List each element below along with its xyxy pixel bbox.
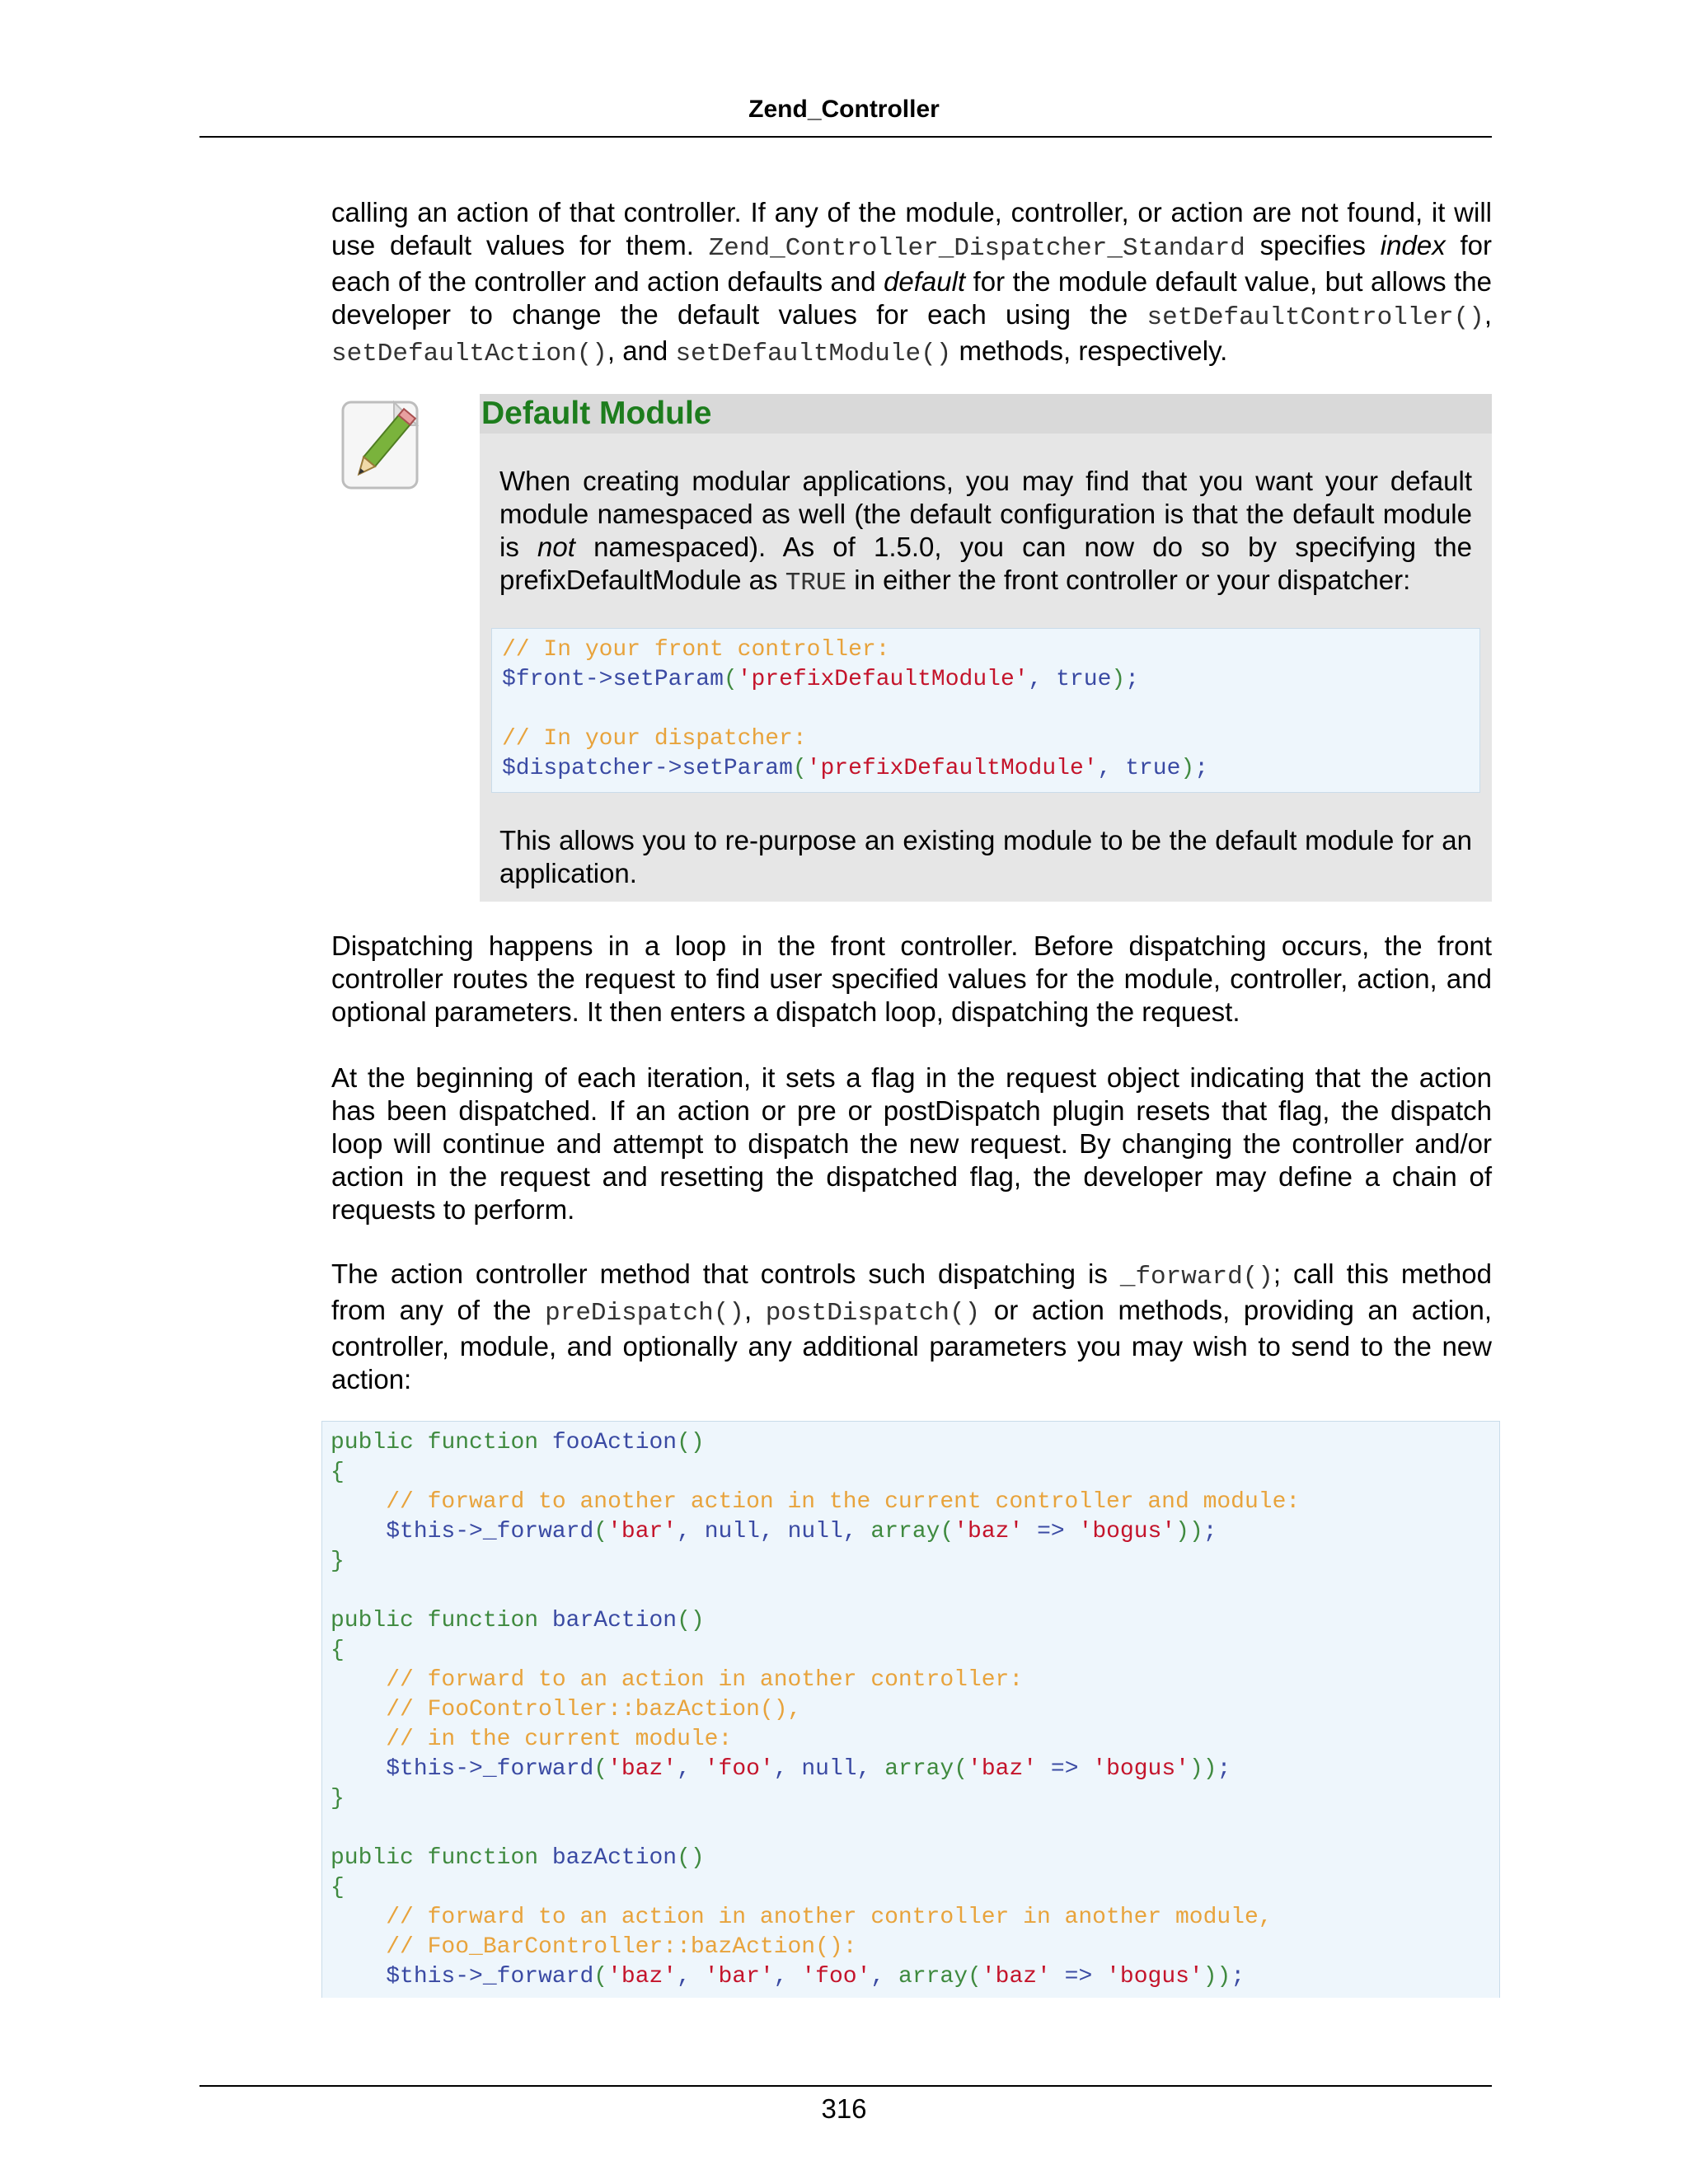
main-code-line: // Foo_BarController::bazAction(): [386, 1934, 857, 1960]
main-code-line: $this->_forward('bar', null, null, array('baz' => 'bogus')); [386, 1519, 1217, 1544]
main-code-line: { [331, 1875, 345, 1900]
dispatch-loop-paragraph: Dispatching happens in a loop in the front controller. Before dispatching occurs, the front controller routes the request to find user specified values for the module, controller, action, and optional parameters. It then enters a dispatch loop, dispatching the request. [331, 930, 1492, 1027]
note-header [480, 394, 1492, 434]
note-code-line: // In your dispatcher: [502, 726, 807, 752]
note-title: Default Module [481, 396, 712, 431]
note-code-block [491, 628, 1480, 793]
note-code-line: // In your front controller: [502, 637, 890, 663]
main-code-line: { [331, 1460, 345, 1485]
forward-code-block [321, 1421, 1500, 1998]
note-code-line: $front->setParam('prefixDefaultModule', true); [502, 667, 1140, 692]
header-rule [199, 136, 1492, 138]
main-code-line: // forward to an action in another controller: [386, 1667, 1024, 1693]
note-code-line [502, 695, 1208, 724]
main-code-line: $this->_forward('baz', 'foo', null, array('baz' => 'bogus')); [386, 1756, 1231, 1782]
intro-paragraph: calling an action of that controller. If any of the module, controller, or action are not found, it will use default values for them. Zend_Controller_Dispatcher_Standard specifies index for each of the controller and action defaults and default for the module default value, but allows the developer to change the default values for each using the setDefaultController(), setDefaultAction(), and setDefaultModule() methods, respectively. [331, 197, 1492, 368]
iteration-paragraph: At the beginning of each iteration, it sets a flag in the request object indicating that the action has been dispatched. If an action or pre or postDispatch plugin resets that flag, the dispatch loop will continue and attempt to dispatch the new request. By changing the controller and/or action in the request and resetting the dispatched flag, the developer may define a chain of requests to perform. [331, 1062, 1492, 1225]
note-box [480, 394, 1492, 902]
note-code-line: $dispatcher->setParam('prefixDefaultModule', true); [502, 756, 1209, 781]
main-code-line: } [331, 1549, 345, 1574]
main-code-line: } [331, 1786, 345, 1811]
main-code-line: $this->_forward('baz', 'bar', 'foo', array('baz' => 'bogus')); [386, 1964, 1245, 1990]
main-code-line: public function barAction() [331, 1608, 705, 1633]
main-code-line [331, 1814, 1300, 1844]
main-code-line: public function fooAction() [331, 1430, 705, 1455]
note-paragraph: When creating modular applications, you may find that you want your default module namespaced as well (the default configuration is that the default module is not namespaced). As of 1.5.0, you can now do so by specifying the prefixDefaultModule as TRUE in either the front controller or your dispatcher: [499, 466, 1473, 598]
main-code-line: // FooController::bazAction(), [386, 1697, 802, 1722]
note-pencil-icon [336, 397, 427, 496]
main-code-line: // forward to another action in the current controller and module: [386, 1489, 1301, 1515]
main-code-line: // in the current module: [386, 1727, 733, 1752]
main-code-line: { [331, 1638, 345, 1663]
main-code-line: public function bazAction() [331, 1845, 705, 1871]
note-paragraph-2: This allows you to re-purpose an existing module to be the default module for an application. [499, 825, 1472, 888]
page-number: 316 [821, 2093, 867, 2124]
footer-rule [199, 2085, 1492, 2087]
main-code-line [331, 1577, 1300, 1606]
forward-paragraph: The action controller method that controls such dispatching is _forward(); call this method from any of the preDispatch(), postDispatch() or action methods, providing an action, controller, module, and optionally any additional parameters you may wish to send to the new action: [331, 1258, 1492, 1394]
page-header-title: Zend_Controller [748, 96, 940, 123]
main-code-line: // forward to an action in another controller in another module, [386, 1905, 1273, 1930]
